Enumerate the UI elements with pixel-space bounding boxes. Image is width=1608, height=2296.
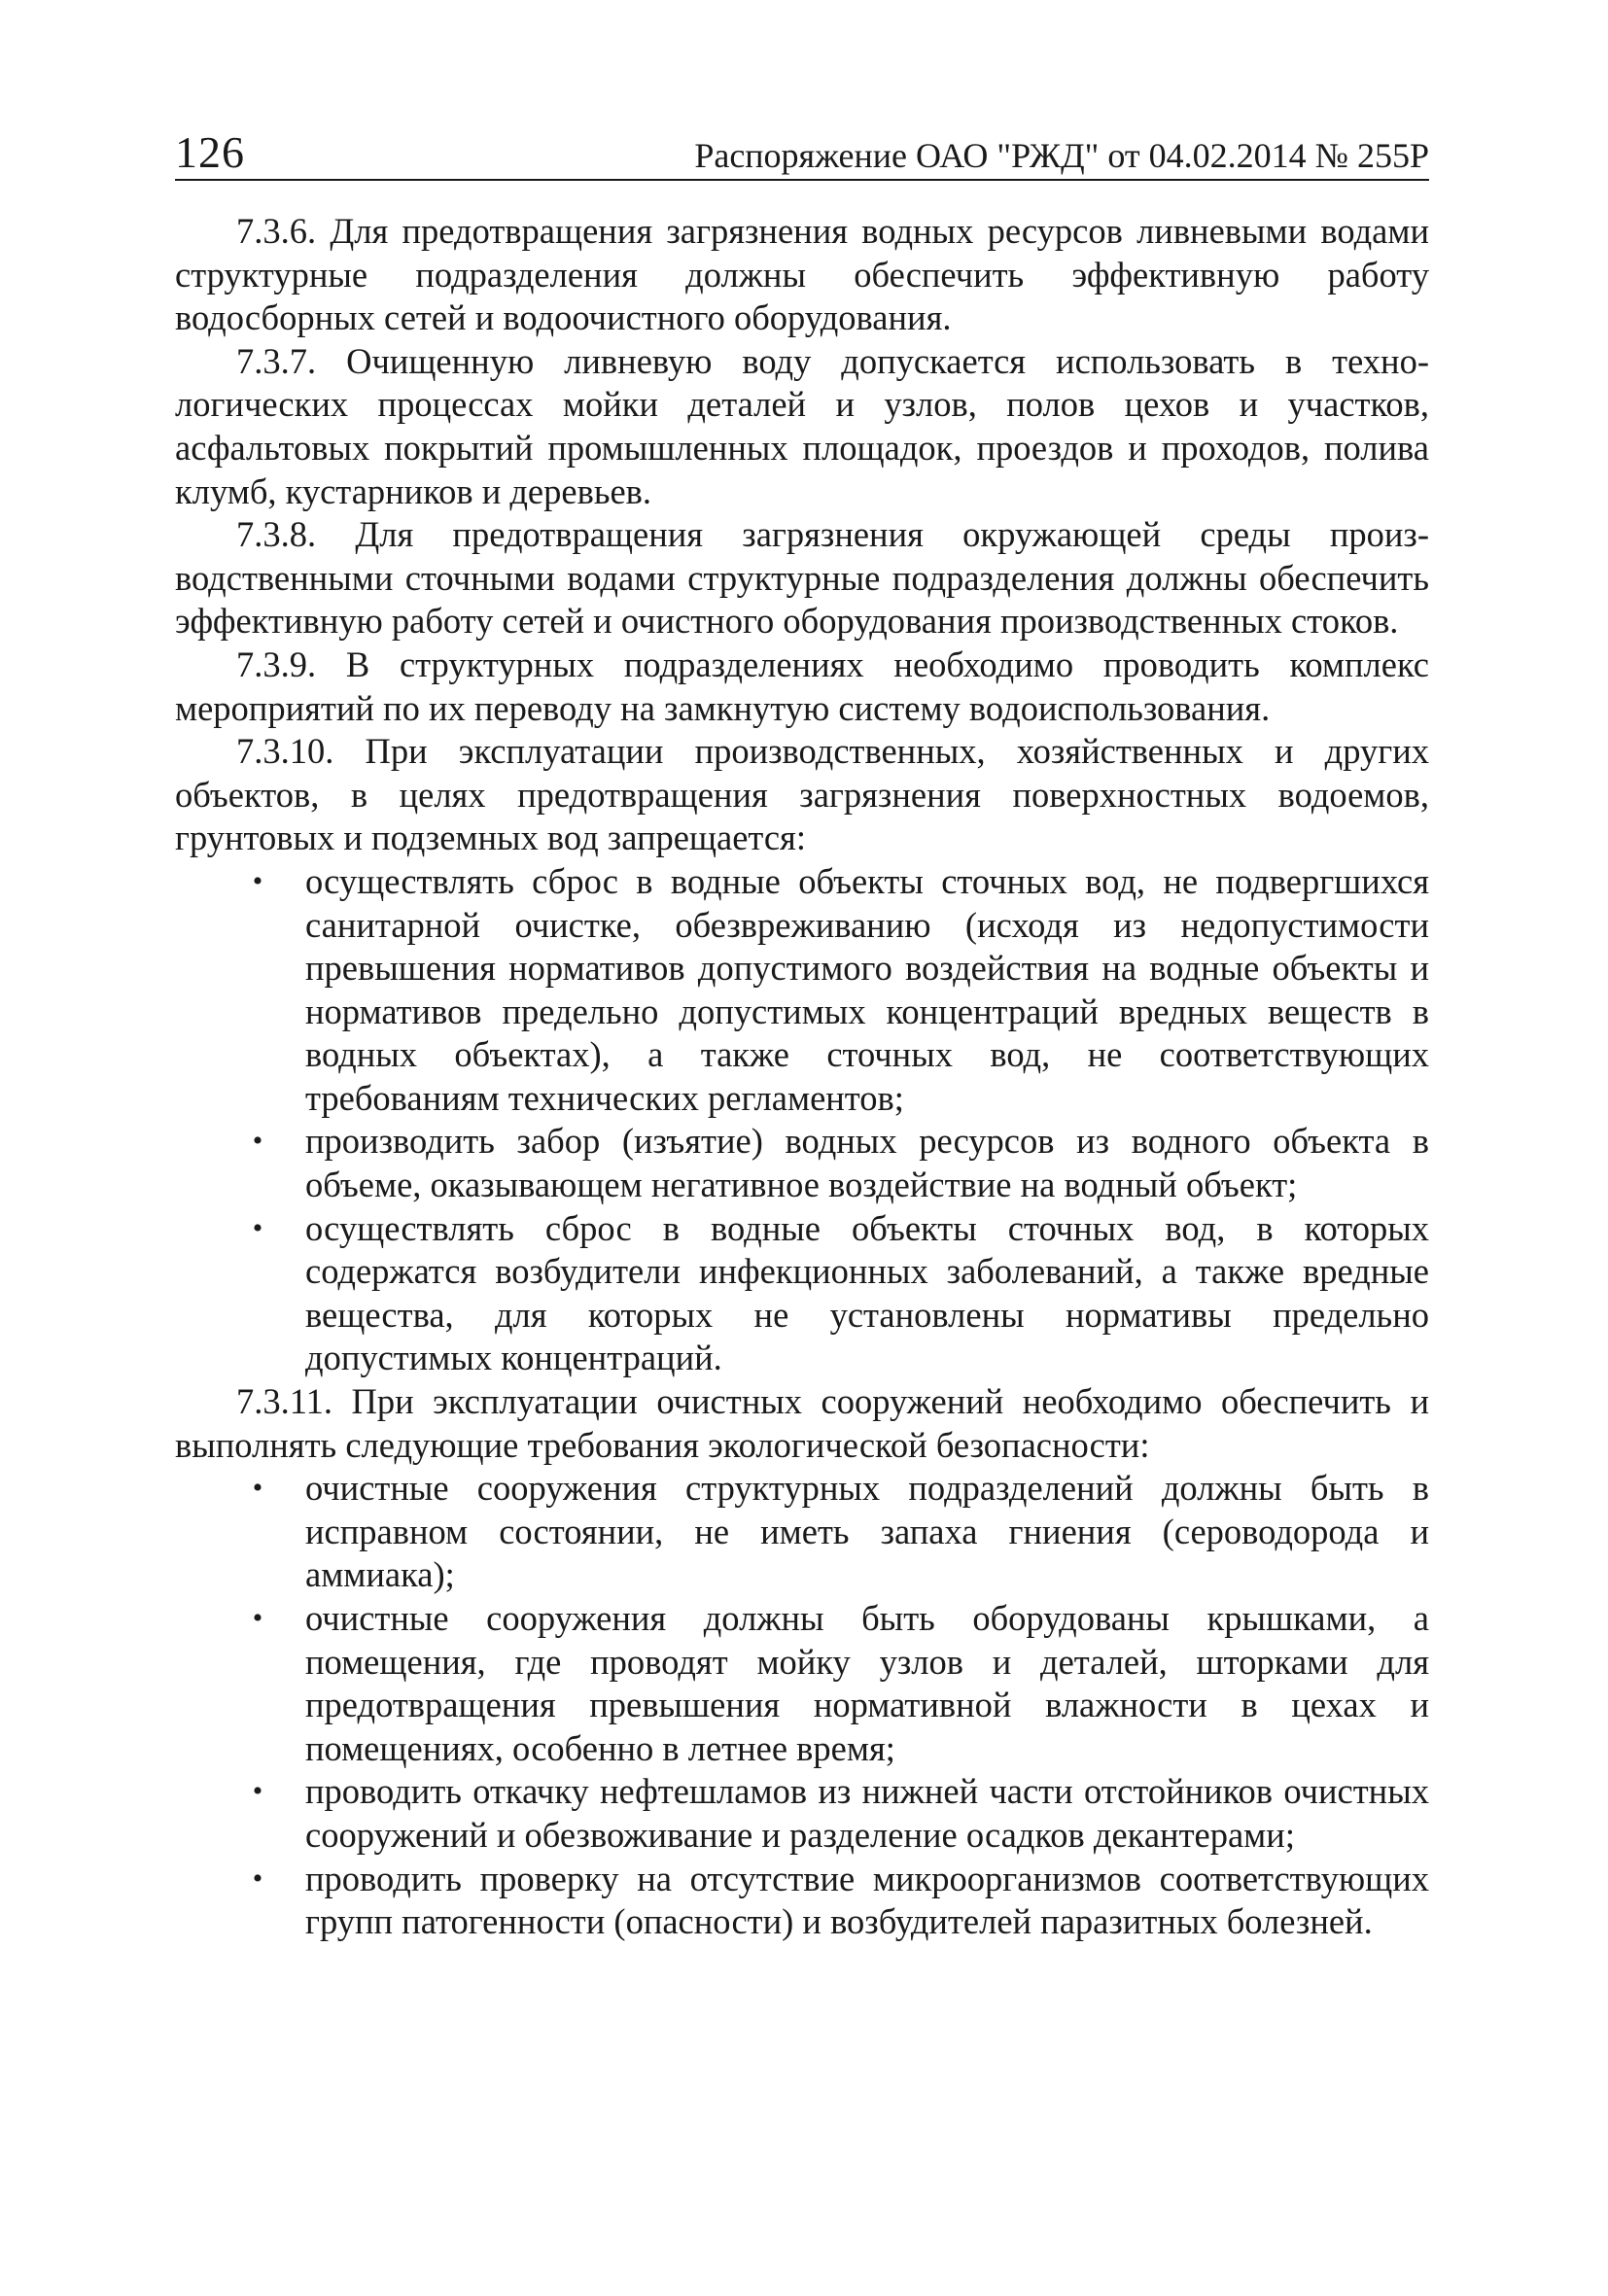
list-item bbox=[175, 1770, 1429, 1857]
list-item bbox=[175, 1467, 1429, 1597]
paragraph-7-3-7: 7.3.7. Очищенную ливневую воду допускается использовать в технологических процессах мойки деталей и узлов, полов цехов и участков, асфальтовых покрытий промышленных площадок, проездов и проходов, полива клумб, кустарников и деревьев. bbox=[175, 340, 1429, 511]
paragraph-7-3-6: 7.3.6. Для предотвращения загрязнения водных ресурсов ливневыми водами структурные подразделения должны обеспечить эффективную работу водосборных сетей и водоочистного оборудования. bbox=[175, 211, 1429, 338]
paragraph-7-3-8: 7.3.8. Для предотвращения загрязнения окружающей среды производственными сточными водами структурные подразделения должны обеспечить эффективную работу сетей и очистного оборудования производственных стоков. bbox=[175, 514, 1429, 642]
list-item-text: проводить проверку на отсутствие микроорганизмов соответствующих групп патогенности (опасности) и возбудителей паразитных болезней. bbox=[305, 1858, 1429, 1942]
list-item bbox=[175, 1120, 1429, 1206]
list-item-text: осуществлять сброс в водные объекты сточных вод, не подвергшихся санитарной очистке, обезвреживанию (исходя из недопустимости превышения нормативов допустимого воздействия на водные объекты и нормативов предельно допустимых концентраций вредных веществ в водных объектах), а также сточных вод, не соответствующих требованиям технических регламентов; bbox=[305, 860, 1429, 1118]
bullet-icon: • bbox=[252, 1602, 263, 1634]
list-item-text: производить забор (изъятие) водных ресурсов из водного объекта в объеме, оказывающем негативное воздействие на водный объект; bbox=[305, 1121, 1429, 1205]
bullet-icon: • bbox=[252, 1775, 263, 1808]
list-item bbox=[175, 860, 1429, 1121]
list-item-text: проводить откачку нефтешламов из нижней части отстойников очистных сооружений и обезвоживание и разделение осадков декантерами; bbox=[305, 1771, 1429, 1855]
page-number: 126 bbox=[175, 127, 245, 177]
list-item-text: очистные сооружения структурных подразделений должны быть в исправном состоянии, не иметь запаха гниения (сероводорода и аммиака); bbox=[305, 1468, 1429, 1595]
bullet-icon: • bbox=[252, 1211, 263, 1244]
paragraph-7-3-11: 7.3.11. При эксплуатации очистных сооружений необходимо обеспечить и выполнять следующие требования экологической безопасности: bbox=[175, 1381, 1429, 1465]
bullet-icon: • bbox=[252, 1125, 263, 1158]
list-item bbox=[175, 1597, 1429, 1770]
paragraph-7-3-9: 7.3.9. В структурных подразделениях необходимо проводить комплекс мероприятий по их переводу на замкнутую систему водоиспользования. bbox=[175, 644, 1429, 728]
list-item-text: осуществлять сброс в водные объекты сточных вод, в которых содержатся возбудители инфекционных заболеваний, а также вредные вещества, для которых не установлены нормативы предельно допустимых концентраций. bbox=[305, 1207, 1429, 1378]
list-item bbox=[175, 1207, 1429, 1380]
list-item bbox=[175, 1858, 1429, 1944]
list-7-3-10 bbox=[175, 860, 1429, 1380]
body-text bbox=[175, 210, 1429, 1944]
running-head: Распоряжение ОАО "РЖД" от 04.02.2014 № 255Р bbox=[694, 136, 1429, 175]
bullet-icon: • bbox=[252, 1472, 263, 1505]
paragraph-7-3-10: 7.3.10. При эксплуатации производственных, хозяйственных и других объектов, в целях предотвращения загрязнения поверхностных водоемов, грунтовых и подземных вод запрещается: bbox=[175, 731, 1429, 858]
document-page bbox=[175, 124, 1429, 2244]
bullet-icon: • bbox=[252, 864, 263, 897]
list-item-text: очистные сооружения должны быть оборудованы крышками, а помещения, где проводят мойку узлов и деталей, шторками для предотвращения превышения нормативной влажности в цехах и помещениях, особенно в летнее время; bbox=[305, 1598, 1429, 1768]
list-7-3-11 bbox=[175, 1467, 1429, 1944]
bullet-icon: • bbox=[252, 1861, 263, 1895]
page-header bbox=[175, 124, 1429, 181]
